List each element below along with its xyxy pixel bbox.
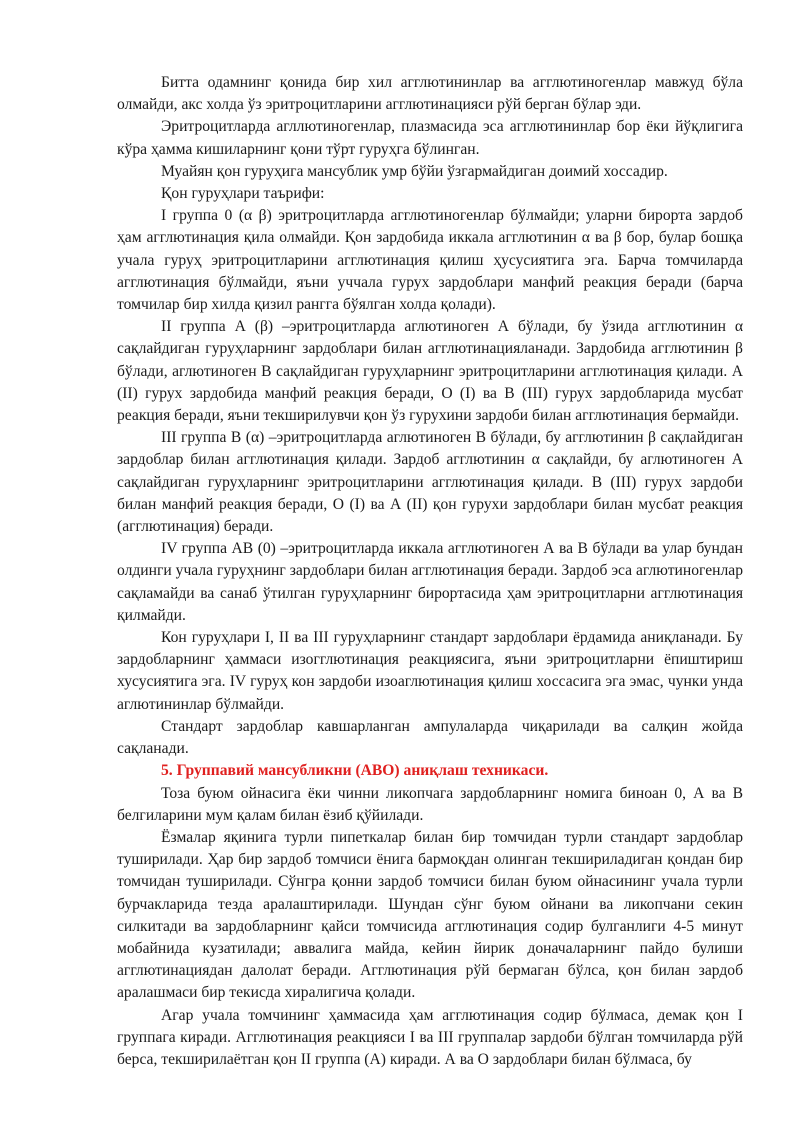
paragraph-group-iv: IV группа АВ (0) –эритроцитларда иккала агглютиноген А ва В бўлади ва улар бундан олдинги учала гуруҳнинг зардоблари билан агглютинация беради. Зардоб эса аглютиногенлар сақламайди ва санаб ўтилган гуруҳларнинг бирортасида ҳам эритроцитларни агглютинация қилмайди. (117, 540, 743, 624)
paragraph-definition-title: Қон гуруҳлари таърифи: (161, 185, 325, 203)
paragraph-interpretation: Агар учала томчининг ҳаммасида ҳам агглютинация содир бўлмаса, демак қон I группага киради. Агглютинация реакцияси I ва III группалар зардоби бўлган томчиларда рўй берса, текширилаётган қон II группа (А) киради. А ва О зардоблари билан бўлмаса, бу (117, 1006, 743, 1068)
paragraph-agglutinin-intro: Битта одамнинг қонида бир хил агглютининлар ва агглютиногенлар мавжуд бўла олмайди, акс холда ўз эритроцитларини агглютинацияси рўй берган бўлар эди. (117, 74, 743, 114)
paragraph-procedure: Ёзмалар яқинига турли пипеткалар билан бир томчидан турли стандарт зардоблар туширилади. Ҳар бир зардоб томчиси ёнига бармоқдан олинган текшириладиган қондан бир томчидан туширилади. Сўнгра қонни зардоб томчиси билан буюм ойнасининг учала турли бурчакларида тезда аралаштирилади. Шундан сўнг буюм ойнани ва ликопчани секин силкитади ва зардобларнинг қайси томчисида агглютинация содир булганлиги 4-5 минут мобайнида кузатилади; аввалига майда, кейин йирик доначаларнинг пайдо булиши агглютинациядан далолат беради. Агглютинация рўй бермаган бўлса, қон билан зардоб аралашмаси бир текисда хиралигича қолади. (117, 828, 743, 1002)
paragraph-slide-marking: Тоза буюм ойнасига ёки чинни ликопчага зардобларнинг номига биноан 0, А ва В белгиларини мум қалам билан ёзиб қўйилади. (117, 784, 743, 824)
paragraph-standard-sera: Кон гуруҳлари I, II ва III гуруҳларнинг стандарт зардоблари ёрдамида аниқланади. Бу зардобларнинг ҳаммаси изогглютинация реакциясига, яъни эритроцитларни ёпиштириш хусусиятига эга. IV гуруҳ кон зардоби изоаглютинация қилиш хоссасига эга эмас, чунки унда аглютининлар бўлмайди. (117, 629, 743, 713)
paragraph-group-ii: II группа А (β) –эритроцитларда аглютиноген А бўлади, бу ўзида агглютинин α сақлайдиган гуруҳларнинг зардоблари билан агглютинацияланади. Зардобида агглютинин β бўлади, аглютиноген В сақлайдиган гуруҳларнинг эритроцитларини агглютинация қилади. А (II) гурух зардобида манфий реакция беради, О (I) ва В (III) гурух зардобларида мусбат реакция беради, яъни текширилувчи қон ўз гурухини зардоби билан агглютинация бермайди. (117, 318, 743, 425)
paragraph-group-i: I группа 0 (α β) эритроцитларда агглютиногенлар бўлмайди; уларни бирорта зардоб ҳам агглютинация қила олмайди. Қон зардобида иккала агглютинин α ва β бор, булар бошқа учала гуруҳ эритроцитларини агглютинация қилиш ҳусусиятига эга. Барча томчиларда агглютинация бўлмайди, яъни уччала гурух зардоблари манфий реакция беради (барча томчилар бир хилда қизил рангга бўялган холда қолади). (117, 207, 743, 314)
paragraph-group-iii: III группа В (α) –эритроцитларда аглютиноген В бўлади, бу агглютинин β сақлайдиган зардоблар билан агглютинация қилади. Зардоб агглютинин α сақлайди, бу аглютиноген А сақлайдиган гуруҳларнинг эритроцитларини агглютинация қилади. В (III) гурух зардоби билан манфий реакция беради, О (I) ва А (II) қон гурухи зардоблари билан мусбат реакция (агглютинация) беради. (117, 429, 743, 536)
paragraph-permanent-property: Муайян қон гуруҳига мансублик умр бўйи ўзгармайдиган доимий хоссадир. (161, 162, 668, 180)
document-page (117, 72, 743, 1071)
section-heading: 5. Группавий мансубликни (АВО) аниқлаш техникаси. (161, 762, 549, 780)
paragraph-ampoules: Стандарт зардоблар кавшарланган ампулаларда чиқарилади ва салқин жойда сақланади. (117, 717, 743, 758)
paragraph-four-groups: Эритроцитларда агллютиногенлар, плазмасида эса агглютининлар бор ёки йўқлигига кўра ҳамма кишиларнинг қони тўрт гуруҳга бўлинган. (117, 118, 743, 158)
